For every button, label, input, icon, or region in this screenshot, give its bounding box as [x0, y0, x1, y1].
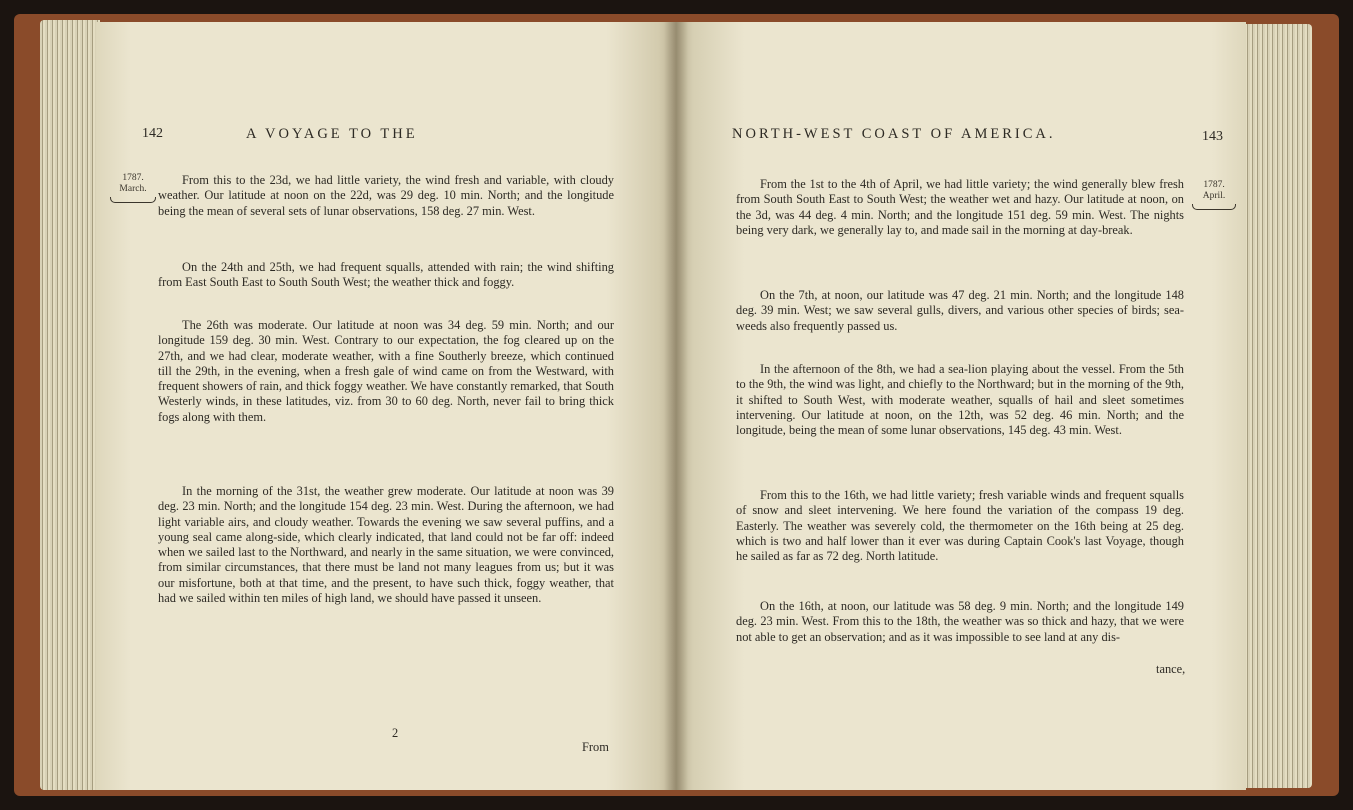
signature-mark: 2 [392, 726, 399, 740]
paragraph: From this to the 23d, we had little variety, the wind fresh and variable, with cloudy weather. Our latitude at noon on the 22d, was 29 deg. 10 min. North; and the longitude being the mean of several sets of lunar observations, 158 deg. 27 min. West. [158, 173, 614, 218]
paragraph: In the afternoon of the 8th, we had a sea-lion playing about the vessel. From the 5th to the 9th, the wind was light, and chiefly to the Northward; but in the morning of the 9th, it shifted to South West, with moderate weather, squalls of hail and sleet sometimes intervening. Our latitude at noon, on the 12th, was 52 deg. 46 min. North; and the longitude, being the mean of some lunar observations, 145 deg. 43 min. West. [736, 362, 1184, 438]
margin-month: March. [119, 184, 147, 194]
margin-date [110, 173, 156, 203]
margin-date [1192, 180, 1236, 210]
paragraph: On the 24th and 25th, we had frequent squalls, attended with rain; the wind shifting from East South East to South South West; the weather thick and foggy. [158, 260, 614, 290]
catchword: tance, [1156, 662, 1186, 676]
margin-year: 1787. [1203, 180, 1225, 190]
right-page [676, 22, 1246, 790]
paragraph: On the 16th, at noon, our latitude was 58 deg. 9 min. North; and the longitude 149 deg. 23 min. West. From this to the 18th, the weather was so thick and hazy, that we were not able to get an observation; and as it was impossible to see land at any dis- [736, 599, 1184, 644]
page-number: 143 [1202, 129, 1223, 144]
running-head: NORTH-WEST COAST OF AMERICA. [732, 126, 1056, 142]
running-head: A VOYAGE TO THE [246, 126, 418, 142]
paragraph: In the morning of the 31st, the weather grew moderate. Our latitude at noon was 39 deg. 23 min. North; and the longitude 154 deg. 23 min. West. During the afternoon, we had light variable airs, and cloudy weather. Towards the evening we saw several puffins, and a young seal came along-side, which clearly indicated, that land could not be far off: indeed when we sailed last to the Northward, and nearly in the same situation, we were convinced, from similar circumstances, that there must be land not many leagues from us; but it was our misfortune, both at that time, and the present, to have such thick, foggy weather, that had we sailed within ten miles of high land, we should have passed it unseen. [158, 484, 614, 606]
paragraph: From this to the 16th, we had little variety; fresh variable winds and frequent squalls of snow and sleet intervening. We here found the variation of the compass 19 deg. Easterly. The weather was severely cold, the thermometer on the 16th being at 25 deg. which is two and half lower than it ever was during Captain Cook's last Voyage, though he sailed as far as 72 deg. North latitude. [736, 488, 1184, 564]
page-edges-right [1240, 24, 1312, 788]
page-number: 142 [142, 126, 163, 141]
paragraph: On the 7th, at noon, our latitude was 47 deg. 21 min. North; and the longitude 148 deg. 39 min. West; we saw several gulls, divers, and various other species of birds; sea-weeds also frequently passed us. [736, 288, 1184, 333]
book-gutter [664, 22, 688, 790]
left-page [96, 22, 676, 790]
paragraph: From the 1st to the 4th of April, we had little variety; the wind generally blew fresh from South South East to South West; the weather wet and hazy. Our latitude at noon, on the 3d, was 44 deg. 4 min. North; and the longitude 151 deg. 59 min. West. The nights being very dark, we generally lay to, and made sail in the morning at day-break. [736, 177, 1184, 237]
margin-brace [110, 197, 156, 203]
paragraph: The 26th was moderate. Our latitude at noon was 34 deg. 59 min. North; and our longitude 159 deg. 30 min. West. Contrary to our expectation, the fog cleared up on the 27th, and we had clear, moderate weather, with a fine Southerly breeze, which continued till the 29th, in the evening, when a fresh gale of wind came on from the Westward, with frequent showers of rain, and thick foggy weather. We have constantly remarked, that South Westerly winds, in these latitudes, viz. from 30 to 60 deg. North, never fail to bring thick fogs along with them. [158, 318, 614, 424]
page-edges-left [40, 20, 100, 790]
margin-year: 1787. [122, 173, 144, 183]
catchword: From [582, 740, 609, 754]
margin-month: April. [1202, 191, 1226, 201]
margin-brace [1192, 204, 1236, 210]
